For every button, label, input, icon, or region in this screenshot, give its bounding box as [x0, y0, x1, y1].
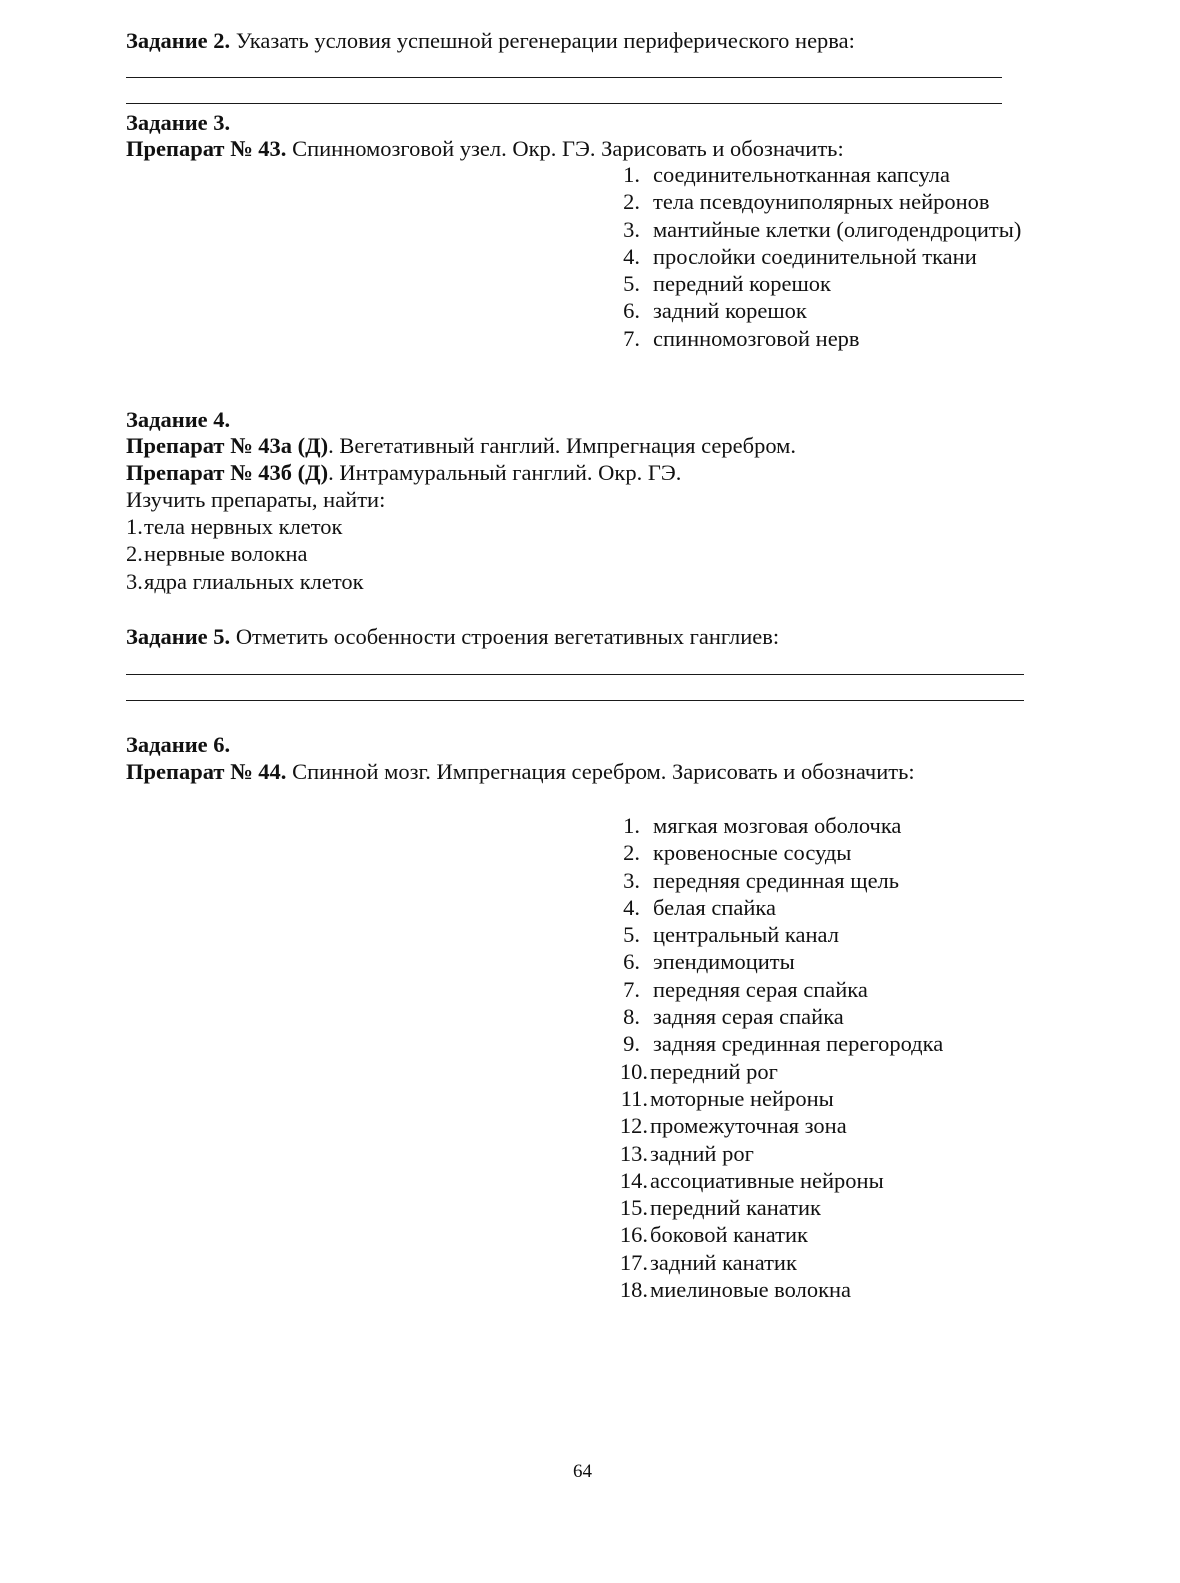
task4-prep2-text: . Интрамуральный ганглий. Окр. ГЭ. — [328, 460, 682, 485]
list-item-text: ассоциативные нейроны — [650, 1167, 884, 1193]
answer-line[interactable] — [126, 103, 1002, 104]
list-item — [618, 216, 1021, 243]
list-item-number: 14. — [619, 1167, 648, 1193]
list-item-number: 8. — [623, 1004, 640, 1030]
list-item-text: нервные волокна — [144, 541, 308, 567]
task6-label: Задание 6. — [126, 732, 231, 757]
list-item — [618, 1167, 943, 1194]
list-item-text: боковой канатик — [650, 1222, 808, 1248]
list-item-number: 2. — [623, 840, 640, 866]
list-item-number: 4. — [623, 243, 640, 269]
list-item-text: кровеносные сосуды — [653, 840, 852, 866]
list-item-number: 1. — [126, 514, 143, 539]
list-item-text: передний рог — [650, 1058, 778, 1084]
task4-find-list — [126, 513, 364, 595]
list-item — [126, 568, 364, 595]
task5-text: Отметить особенности строения вегетативных ганглиев: — [230, 624, 780, 649]
list-item-text: задний рог — [650, 1140, 754, 1166]
list-item-text: передняя срединная щель — [653, 867, 900, 893]
task3-prep-text: Спинномозговой узел. Окр. ГЭ. Зарисовать и обозначить: — [286, 136, 844, 161]
task6-prep-text: Спинной мозг. Импрегнация серебром. Зарисовать и обозначить: — [286, 759, 915, 784]
list-item — [618, 894, 943, 921]
list-item — [126, 540, 364, 567]
list-item-number: 12. — [619, 1113, 648, 1139]
list-item-number: 7. — [623, 325, 640, 351]
list-item-text: эпендимоциты — [653, 949, 795, 975]
list-item-text: спинномозговой нерв — [653, 325, 860, 351]
list-item — [618, 188, 1021, 215]
task4-prep1-text: . Вегетативный ганглий. Импрегнация серебром. — [328, 433, 796, 458]
list-item-number: 17. — [619, 1249, 648, 1275]
list-item-text: белая спайка — [653, 894, 776, 920]
list-item-text: прослойки соединительной ткани — [653, 243, 977, 269]
list-item-text: задняя серая спайка — [653, 1004, 844, 1030]
list-item-number: 6. — [623, 949, 640, 975]
task5-heading — [126, 623, 779, 650]
list-item-number: 10. — [619, 1058, 648, 1084]
list-item-text: мягкая мозговая оболочка — [653, 813, 902, 838]
list-item-number: 3. — [126, 568, 143, 594]
list-item-text: передний корешок — [653, 271, 831, 297]
task2-heading — [126, 27, 855, 54]
task4-prep1-label: Препарат № 43а (Д) — [126, 433, 329, 458]
list-item-text: миелиновые волокна — [650, 1277, 852, 1303]
list-item — [126, 513, 364, 540]
task5-label: Задание 5. — [126, 624, 231, 649]
task3-heading — [126, 109, 230, 136]
list-item-number: 15. — [619, 1195, 648, 1221]
answer-line[interactable] — [126, 700, 1024, 701]
task3-label-list — [618, 161, 1021, 352]
task4-prep2-label: Препарат № 43б (Д) — [126, 460, 329, 485]
list-item — [618, 1030, 943, 1057]
list-item-text: задняя срединная перегородка — [653, 1031, 944, 1057]
task4-label: Задание 4. — [126, 407, 231, 432]
task6-label-list — [618, 812, 943, 1303]
task6-heading — [126, 731, 230, 758]
list-item — [618, 325, 1021, 352]
list-item-text: мантийные клетки (олигодендроциты) — [653, 216, 1022, 242]
page-number: 64 — [573, 1461, 592, 1482]
list-item-number: 2. — [623, 189, 640, 215]
list-item — [618, 948, 943, 975]
list-item — [618, 867, 943, 894]
list-item — [618, 270, 1021, 297]
list-item-number: 7. — [623, 976, 640, 1002]
answer-line[interactable] — [126, 77, 1002, 78]
list-item-number: 9. — [623, 1031, 640, 1057]
list-item — [618, 1058, 943, 1085]
list-item — [618, 1140, 943, 1167]
answer-line[interactable] — [126, 674, 1024, 675]
list-item-number: 5. — [623, 271, 640, 297]
task4-preparation-2 — [126, 459, 681, 486]
task4-preparation-1 — [126, 432, 796, 459]
list-item — [618, 1249, 943, 1276]
task3-preparation — [126, 135, 844, 162]
list-item-text: тела нервных клеток — [144, 514, 343, 539]
list-item — [618, 1085, 943, 1112]
list-item-text: центральный канал — [653, 922, 839, 948]
list-item-number: 6. — [623, 298, 640, 324]
list-item-number: 13. — [619, 1140, 648, 1166]
list-item-text: соединительнотканная капсула — [653, 162, 951, 187]
list-item-number: 2. — [126, 541, 143, 567]
list-item-number: 16. — [619, 1222, 648, 1248]
list-item-text: передняя серая спайка — [653, 976, 868, 1002]
list-item-number: 11. — [620, 1085, 648, 1111]
list-item — [618, 1194, 943, 1221]
list-item-number: 1. — [623, 162, 640, 187]
list-item-number: 5. — [623, 922, 640, 948]
list-item-number: 3. — [623, 216, 640, 242]
task4-heading — [126, 406, 230, 433]
list-item — [618, 976, 943, 1003]
list-item — [618, 297, 1021, 324]
list-item — [618, 1112, 943, 1139]
list-item — [618, 161, 1021, 188]
list-item — [618, 812, 943, 839]
list-item-text: передний канатик — [650, 1195, 821, 1221]
list-item-number: 1. — [623, 813, 640, 838]
list-item-text: задний корешок — [653, 298, 807, 324]
list-item-text: промежуточная зона — [650, 1113, 847, 1139]
list-item-text: ядра глиальных клеток — [144, 568, 364, 594]
list-item-number: 18. — [619, 1277, 648, 1303]
task2-label: Задание 2. — [126, 28, 231, 53]
task6-preparation — [126, 758, 915, 785]
list-item — [618, 921, 943, 948]
task4-instruction: Изучить препараты, найти: — [126, 487, 386, 512]
list-item-text: моторные нейроны — [650, 1085, 834, 1111]
list-item-text: тела псевдоуниполярных нейронов — [653, 189, 990, 215]
list-item-text: задний канатик — [650, 1249, 797, 1275]
task3-label: Задание 3. — [126, 110, 231, 135]
task3-prep-label: Препарат № 43. — [126, 136, 287, 161]
list-item — [618, 1003, 943, 1030]
list-item — [618, 839, 943, 866]
task2-text: Указать условия успешной регенерации периферического нерва: — [230, 28, 855, 53]
list-item — [618, 1276, 943, 1303]
list-item-number: 4. — [623, 894, 640, 920]
list-item — [618, 1221, 943, 1248]
list-item-number: 3. — [623, 867, 640, 893]
list-item — [618, 243, 1021, 270]
task6-prep-label: Препарат № 44. — [126, 759, 287, 784]
